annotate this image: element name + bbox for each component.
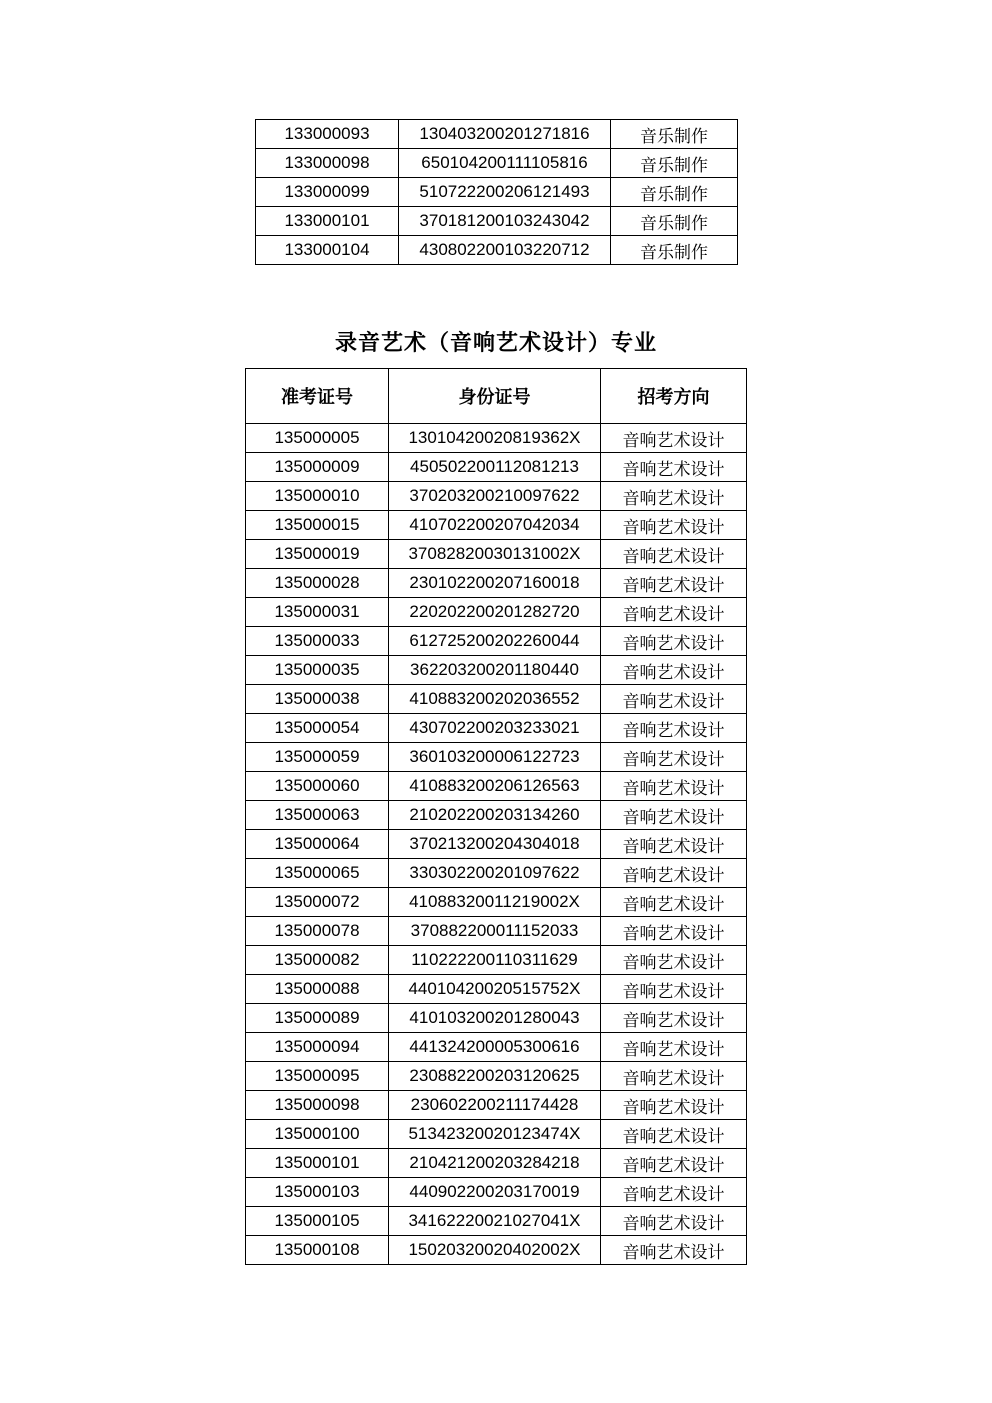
table-row (246, 743, 747, 772)
exam-number-cell: 135000072 (246, 888, 389, 917)
table-row (246, 1207, 747, 1236)
exam-number-cell: 135000054 (246, 714, 389, 743)
exam-number-cell: 135000088 (246, 975, 389, 1004)
id-number-cell: 220202200201282720 (389, 598, 601, 627)
direction-cell: 音乐制作 (611, 120, 738, 149)
direction-cell: 音响艺术设计 (601, 511, 747, 540)
exam-number-cell: 135000063 (246, 801, 389, 830)
id-number-cell: 370213200204304018 (389, 830, 601, 859)
direction-cell: 音响艺术设计 (601, 685, 747, 714)
id-number-cell: 410883200202036552 (389, 685, 601, 714)
id-number-cell: 13010420020819362X (389, 424, 601, 453)
table-row (256, 120, 738, 149)
id-number-cell: 44010420020515752X (389, 975, 601, 1004)
id-number-cell: 330302200201097622 (389, 859, 601, 888)
direction-cell: 音响艺术设计 (601, 859, 747, 888)
id-number-cell: 430702200203233021 (389, 714, 601, 743)
main-table (245, 368, 747, 1265)
id-number-cell: 230602200211174428 (389, 1091, 601, 1120)
exam-number-cell: 135000060 (246, 772, 389, 801)
table-row (246, 540, 747, 569)
exam-number-cell: 135000101 (246, 1149, 389, 1178)
exam-number-cell: 135000009 (246, 453, 389, 482)
exam-number-cell: 135000103 (246, 1178, 389, 1207)
id-number-cell: 230102200207160018 (389, 569, 601, 598)
table-row (256, 178, 738, 207)
direction-cell: 音响艺术设计 (601, 917, 747, 946)
id-number-cell: 430802200103220712 (399, 236, 611, 265)
table-row (256, 236, 738, 265)
id-number-cell: 370203200210097622 (389, 482, 601, 511)
id-number-cell: 130403200201271816 (399, 120, 611, 149)
exam-number-cell: 133000093 (256, 120, 399, 149)
table-row (246, 1004, 747, 1033)
table-row (246, 482, 747, 511)
id-number-cell: 410702200207042034 (389, 511, 601, 540)
table-row (246, 946, 747, 975)
id-number-cell: 110222200110311629 (389, 946, 601, 975)
exam-number-cell: 133000099 (256, 178, 399, 207)
direction-cell: 音响艺术设计 (601, 772, 747, 801)
direction-cell: 音响艺术设计 (601, 1062, 747, 1091)
direction-cell: 音响艺术设计 (601, 743, 747, 772)
id-number-cell: 210202200203134260 (389, 801, 601, 830)
direction-cell: 音响艺术设计 (601, 888, 747, 917)
exam-number-cell: 135000028 (246, 569, 389, 598)
id-number-cell: 15020320020402002X (389, 1236, 601, 1265)
exam-number-cell: 135000019 (246, 540, 389, 569)
id-number-cell: 360103200006122723 (389, 743, 601, 772)
table-row (246, 1120, 747, 1149)
direction-cell: 音响艺术设计 (601, 569, 747, 598)
main-table-body (246, 424, 747, 1265)
direction-cell: 音响艺术设计 (601, 424, 747, 453)
exam-number-cell: 133000098 (256, 149, 399, 178)
table-row (246, 1033, 747, 1062)
table-row (246, 1236, 747, 1265)
table-row (246, 1149, 747, 1178)
top-table (255, 119, 738, 265)
direction-cell: 音响艺术设计 (601, 1004, 747, 1033)
exam-number-cell: 135000015 (246, 511, 389, 540)
exam-number-cell: 135000031 (246, 598, 389, 627)
exam-number-cell: 135000089 (246, 1004, 389, 1033)
top-table-body (256, 120, 738, 265)
table-row (246, 859, 747, 888)
id-number-cell: 450502200112081213 (389, 453, 601, 482)
direction-cell: 音响艺术设计 (601, 830, 747, 859)
direction-cell: 音响艺术设计 (601, 453, 747, 482)
id-number-cell: 410883200206126563 (389, 772, 601, 801)
id-number-cell: 51342320020123474X (389, 1120, 601, 1149)
exam-number-cell: 135000108 (246, 1236, 389, 1265)
direction-cell: 音乐制作 (611, 178, 738, 207)
direction-cell: 音响艺术设计 (601, 656, 747, 685)
exam-number-cell: 135000078 (246, 917, 389, 946)
direction-cell: 音响艺术设计 (601, 801, 747, 830)
id-number-cell: 370882200011152033 (389, 917, 601, 946)
table-row (246, 424, 747, 453)
direction-cell: 音响艺术设计 (601, 482, 747, 511)
id-number-cell: 650104200111105816 (399, 149, 611, 178)
table-row (246, 917, 747, 946)
direction-cell: 音乐制作 (611, 207, 738, 236)
table-row (246, 627, 747, 656)
exam-number-cell: 133000101 (256, 207, 399, 236)
direction-cell: 音响艺术设计 (601, 1207, 747, 1236)
direction-cell: 音响艺术设计 (601, 1236, 747, 1265)
header-id-number: 身份证号 (389, 369, 601, 424)
table-row (256, 149, 738, 178)
direction-cell: 音响艺术设计 (601, 714, 747, 743)
exam-number-cell: 135000059 (246, 743, 389, 772)
header-direction: 招考方向 (601, 369, 747, 424)
direction-cell: 音乐制作 (611, 236, 738, 265)
table-row (256, 207, 738, 236)
exam-number-cell: 133000104 (256, 236, 399, 265)
exam-number-cell: 135000100 (246, 1120, 389, 1149)
main-table-header (246, 369, 747, 424)
id-number-cell: 612725200202260044 (389, 627, 601, 656)
table-row (246, 1062, 747, 1091)
table-row (246, 801, 747, 830)
table-row (246, 656, 747, 685)
id-number-cell: 210421200203284218 (389, 1149, 601, 1178)
direction-cell: 音响艺术设计 (601, 627, 747, 656)
exam-number-cell: 135000098 (246, 1091, 389, 1120)
table-row (246, 569, 747, 598)
exam-number-cell: 135000094 (246, 1033, 389, 1062)
table-row (246, 714, 747, 743)
id-number-cell: 362203200201180440 (389, 656, 601, 685)
direction-cell: 音响艺术设计 (601, 946, 747, 975)
exam-number-cell: 135000033 (246, 627, 389, 656)
exam-number-cell: 135000035 (246, 656, 389, 685)
direction-cell: 音响艺术设计 (601, 1091, 747, 1120)
exam-number-cell: 135000105 (246, 1207, 389, 1236)
table-row (246, 453, 747, 482)
exam-number-cell: 135000005 (246, 424, 389, 453)
exam-number-cell: 135000064 (246, 830, 389, 859)
direction-cell: 音响艺术设计 (601, 1120, 747, 1149)
id-number-cell: 370181200103243042 (399, 207, 611, 236)
direction-cell: 音响艺术设计 (601, 975, 747, 1004)
id-number-cell: 34162220021027041X (389, 1207, 601, 1236)
table-row (246, 888, 747, 917)
id-number-cell: 510722200206121493 (399, 178, 611, 207)
table-row (246, 1178, 747, 1207)
id-number-cell: 440902200203170019 (389, 1178, 601, 1207)
id-number-cell: 41088320011219002X (389, 888, 601, 917)
direction-cell: 音响艺术设计 (601, 1149, 747, 1178)
id-number-cell: 441324200005300616 (389, 1033, 601, 1062)
table-row (246, 772, 747, 801)
direction-cell: 音响艺术设计 (601, 1178, 747, 1207)
header-row (246, 369, 747, 424)
direction-cell: 音乐制作 (611, 149, 738, 178)
direction-cell: 音响艺术设计 (601, 598, 747, 627)
id-number-cell: 230882200203120625 (389, 1062, 601, 1091)
header-exam-number: 准考证号 (246, 369, 389, 424)
id-number-cell: 37082820030131002X (389, 540, 601, 569)
section-title: 录音艺术（音响艺术设计）专业 (334, 330, 657, 355)
direction-cell: 音响艺术设计 (601, 540, 747, 569)
exam-number-cell: 135000065 (246, 859, 389, 888)
exam-number-cell: 135000082 (246, 946, 389, 975)
id-number-cell: 410103200201280043 (389, 1004, 601, 1033)
table-row (246, 598, 747, 627)
table-row (246, 1091, 747, 1120)
table-row (246, 511, 747, 540)
table-row (246, 685, 747, 714)
direction-cell: 音响艺术设计 (601, 1033, 747, 1062)
exam-number-cell: 135000010 (246, 482, 389, 511)
table-row (246, 830, 747, 859)
table-row (246, 975, 747, 1004)
exam-number-cell: 135000095 (246, 1062, 389, 1091)
exam-number-cell: 135000038 (246, 685, 389, 714)
